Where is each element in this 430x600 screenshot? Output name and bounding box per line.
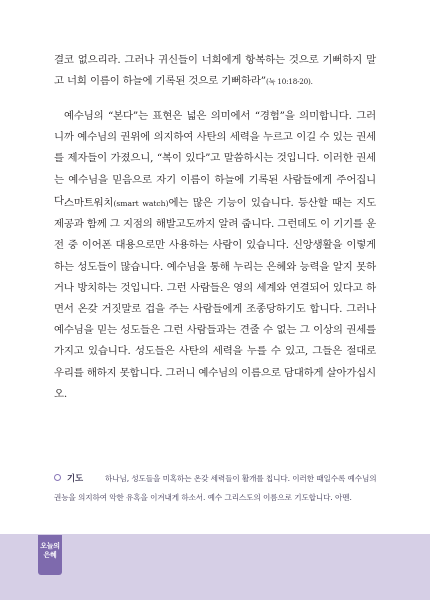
body-paragraph-2: 예수님의 “본다”는 표현은 넓은 의미에서 “경험”을 의미합니다. 그러니까 예수님의 권위에 의지하여 사탄의 세력을 누르고 이길 수 있는 권세를 제자들이 가졌으니, “복이 있다”고 말씀하시는 것입니다. 이러한 권세는 예수님을 믿음으로 자기 이름이 하늘에 기록된 사람들에게 주어집니다. [54,110,376,207]
prayer-label: 기도 [67,473,83,483]
footer-band [0,534,430,600]
body-paragraph-3 [54,193,376,405]
scripture-reference: (눅 10:18-20). [265,77,313,87]
footer-tab-label [38,542,62,560]
paragraph-3-text-rest: 에는 많은 기능이 있습니다. 등산할 때는 지도 제공과 함께 그 지점의 해발고도까지 알려 줍니다. 그런데도 이 기기를 운전 중 이어폰 대용으로만 사용하는 사람이 있습니다. 신앙생활을 이렇게 하는 성도들이 많습니다. 예수님을 통해 누리는 은혜와 능력을 알지 못하거나 방치하는 것입니다. 그런 사람들은 영의 세계와 연결되어 있다고 하면서 온갖 거짓말로 겁을 주는 사람들에게 조종당하기도 합니다. 그러나 예수님을 믿는 성도들은 그런 사람들과는 견줄 수 없는 그 이상의 권세를 가지고 있습니다. 성도들은 사탄의 세력을 누를 수 있고, 그들은 절대로 우리를 해하지 못합니다. 그러니 예수님의 이름으로 담대하게 살아가십시오. [54,197,376,400]
prayer-text: 하나님, 성도들을 미혹하는 온갖 세력들이 활개를 칩니다. 이러한 때일수록 예수님의 권능을 의지하여 악한 유혹을 이겨내게 하소서. 예수 그리스도의 이름으로 기도합니다. 아멘. [54,474,377,502]
circle-bullet-icon [54,474,61,481]
prayer-section [54,469,380,507]
footer-tab-line-2: 은혜 [43,551,57,559]
footer-tab-line-1: 오늘의 [40,542,60,550]
body-paragraph-1 [54,50,376,92]
paragraph-3-text-start: 스마트워치 [64,197,114,209]
inline-english-term: (smart watch) [113,199,169,208]
paragraph-1-text: 결코 없으리라. 그러나 귀신들이 너희에게 항복하는 것으로 기뻐하지 말고 너희 이름이 하늘에 기록된 것으로 기뻐하라” [54,54,376,88]
